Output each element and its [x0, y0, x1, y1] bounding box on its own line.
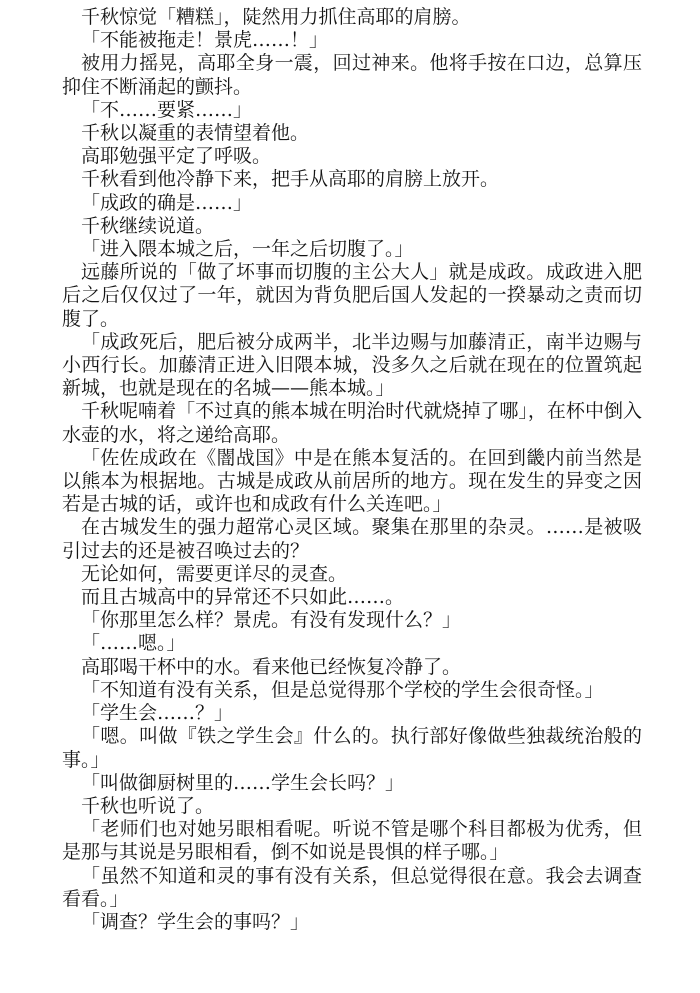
- paragraph: 远藤所说的「做了坏事而切腹的主公大人」就是成政。成政进入肥后之后仅仅过了一年，就因为背负肥后国人发起的一揆暴动之责而切腹了。: [62, 261, 642, 330]
- paragraph: 千秋也听说了。: [81, 794, 215, 817]
- paragraph: 无论如何，需要更详尽的灵查。: [81, 562, 348, 585]
- paragraph: 「不……要紧……」: [81, 98, 253, 121]
- paragraph: 「成政的确是……」: [81, 191, 253, 214]
- paragraph: 「嗯。叫做『铁之学生会』什么的。执行部好像做些独裁统治般的事。」: [62, 725, 642, 771]
- paragraph: 「老师们也对她另眼相看呢。听说不管是哪个科目都极为优秀，但是那与其说是另眼相看，倒不如说是畏惧的样子哪。」: [62, 818, 642, 864]
- paragraph: 千秋惊觉「糟糕」，陡然用力抓住高耶的肩膀。: [81, 6, 471, 28]
- paragraph: 而且古城高中的异常还不只如此……。: [81, 586, 405, 609]
- paragraph: 「调查？学生会的事吗？」: [81, 910, 310, 933]
- paragraph: 千秋以凝重的表情望着他。: [81, 122, 310, 145]
- paragraph: 「成政死后，肥后被分成两半，北半边赐与加藤清正，南半边赐与小西行长。加藤清正进入旧隈本城，没多久之后就在现在的位置筑起新城，也就是现在的名城——熊本城。」: [62, 330, 642, 400]
- paragraph: 「叫做御厨树里的……学生会长吗？」: [81, 771, 405, 794]
- paragraph: 千秋看到他冷静下来，把手从高耶的肩膀上放开。: [81, 168, 500, 191]
- paragraph: 「……嗯。」: [81, 632, 186, 655]
- paragraph: 「进入隈本城之后，一年之后切腹了。」: [81, 238, 414, 261]
- paragraph: 被用力摇晃，高耶全身一震，回过神来。他将手按在口边，总算压抑住不断涌起的颤抖。: [62, 52, 642, 98]
- paragraph: 「不能被拖走！景虎……！」: [81, 29, 329, 52]
- paragraph: 「虽然不知道和灵的事有没有关系，但总觉得很在意。我会去调查看看。」: [62, 864, 642, 910]
- paragraph: 在古城发生的强力超常心灵区域。聚集在那里的杂灵。……是被吸引过去的还是被召唤过去的？: [62, 516, 642, 562]
- paragraph: 「学生会……？」: [81, 702, 234, 725]
- paragraph: 「不知道有没有关系，但是总觉得那个学校的学生会很奇怪。」: [81, 678, 604, 701]
- paragraph: 高耶勉强平定了呼吸。: [81, 145, 272, 168]
- paragraph: 千秋继续说道。: [81, 214, 215, 237]
- paragraph: 「你那里怎么样？景虎。有没有发现什么？」: [81, 609, 462, 632]
- novel-page: [62, 6, 642, 934]
- paragraph: 「佐佐成政在《闇战国》中是在熊本复活的。在回到畿内前当然是以熊本为根据地。古城是成政从前居所的地方。现在发生的异变之因若是古城的话，或许也和成政有什么关连吧。」: [62, 446, 642, 516]
- paragraph: 千秋呢喃着「不过真的熊本城在明治时代就烧掉了哪」，在杯中倒入水壶的水，将之递给高耶。: [62, 400, 642, 446]
- paragraph: 高耶喝干杯中的水。看来他已经恢复冷静了。: [81, 655, 462, 678]
